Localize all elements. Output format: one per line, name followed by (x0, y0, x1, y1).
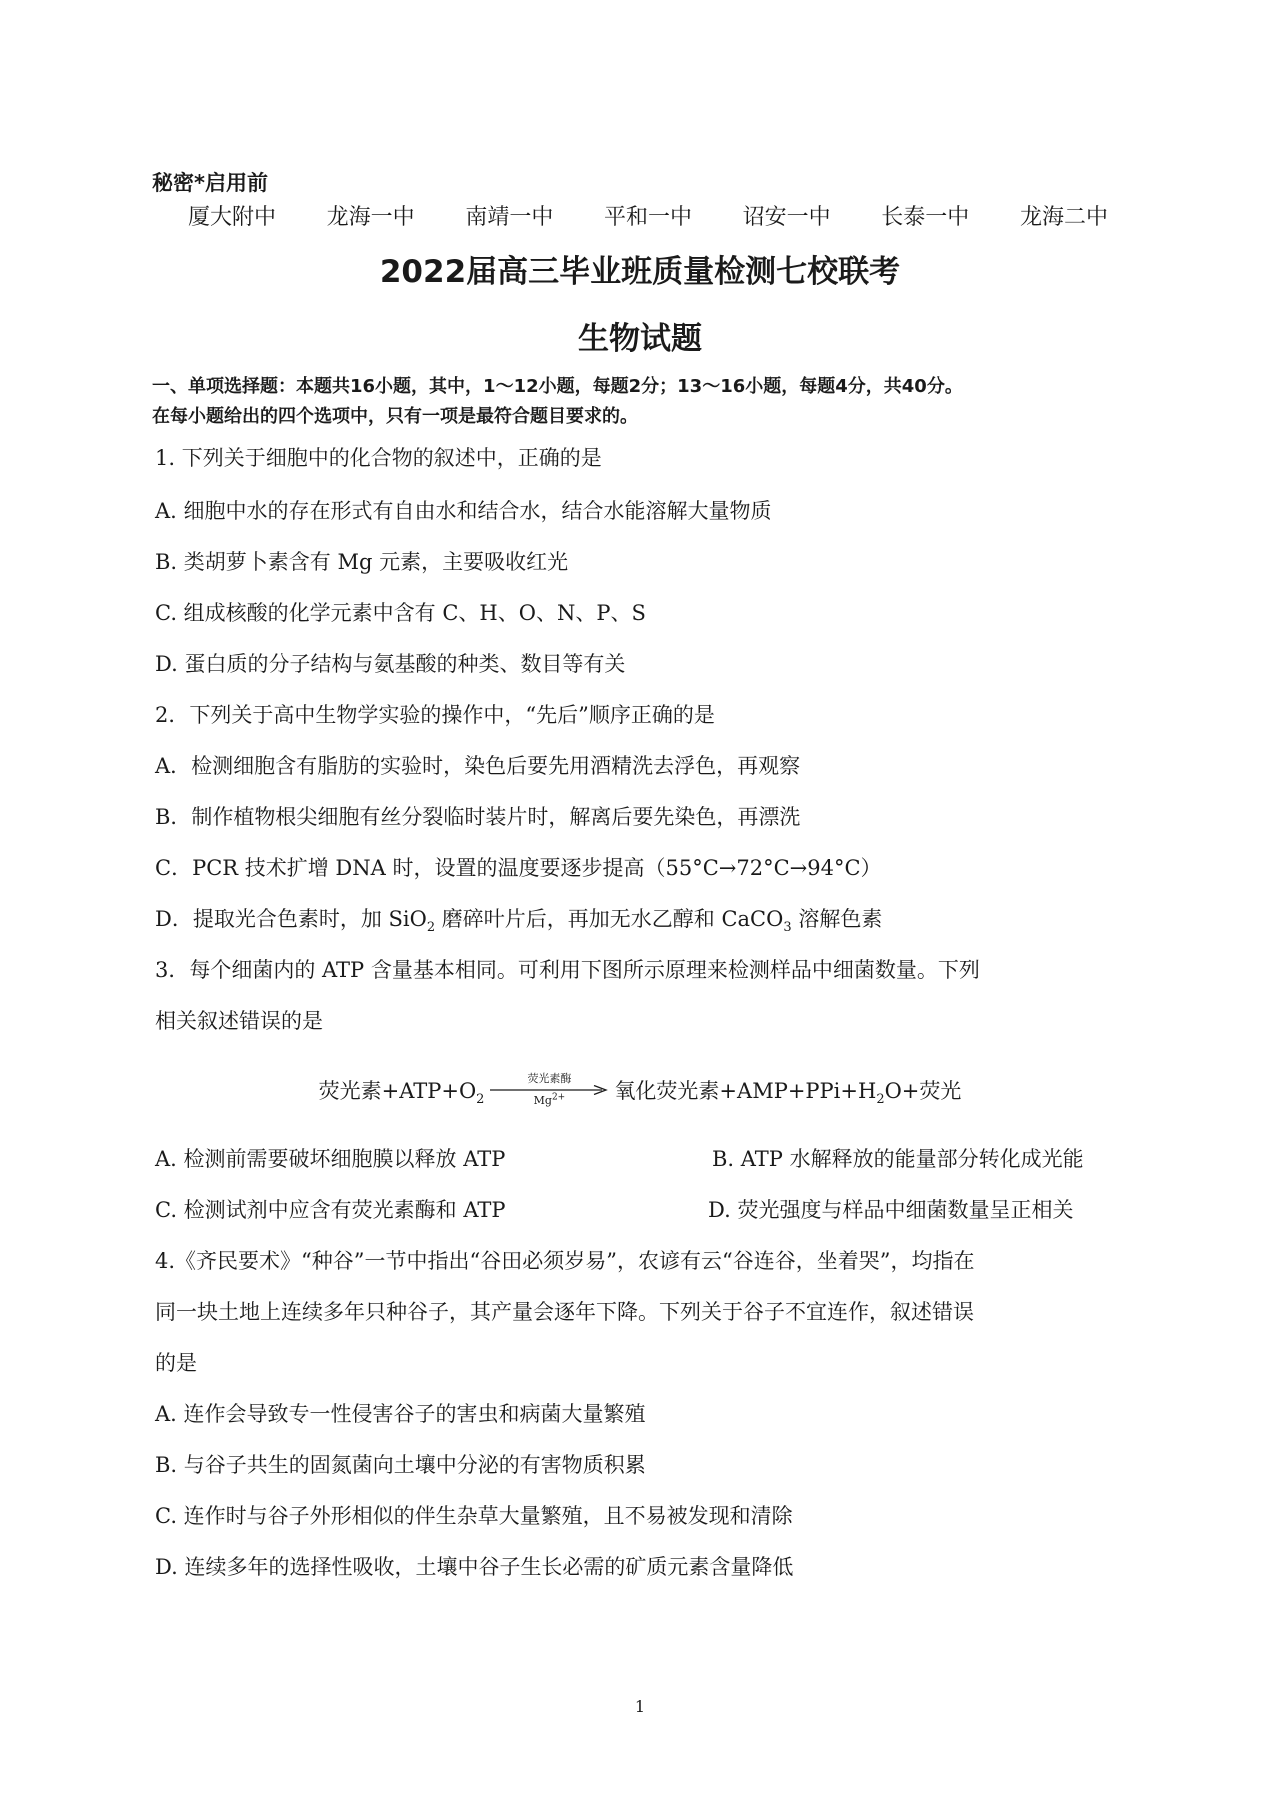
subscript: 2 (426, 920, 436, 936)
equation-reactants (318, 1075, 485, 1108)
school-name: 龙海一中 (326, 205, 415, 230)
subscript: 2 (876, 1092, 885, 1108)
question-1-option-c: C. 组成核酸的化学元素中含有 C、H、O、N、P、S (155, 601, 646, 625)
school-name: 长泰一中 (881, 205, 970, 230)
question-1-option-b: B. 类胡萝卜素含有 Mg 元素，主要吸收红光 (155, 550, 569, 574)
question-1-option-d: D. 蛋白质的分子结构与氨基酸的种类、数目等有关 (155, 652, 626, 676)
question-3-option-c: C. 检测试剂中应含有荧光素酶和 ATP (155, 1198, 506, 1222)
exam-subtitle: 生物试题 (578, 321, 702, 357)
exam-title: 2022届高三毕业班质量检测七校联考 (379, 254, 901, 290)
arrow-cofactor-label (533, 1092, 566, 1107)
school-list (188, 200, 1108, 231)
school-name: 南靖一中 (465, 205, 554, 230)
question-1-option-a: A. 细胞中水的存在形式有自由水和结合水，结合水能溶解大量物质 (155, 499, 772, 523)
question-4-option-b: B. 与谷子共生的固氮菌向土壤中分泌的有害物质积累 (155, 1453, 646, 1477)
option-text: 磨碎叶片后，再加无水乙醇和 CaCO (435, 907, 784, 931)
section-instruction-line: 一、单项选择题：本题共16小题，其中，1～12小题，每题2分；13～16小题，每题4分，共40分。 (152, 376, 963, 397)
question-4-stem: 4.《齐民要术》“种谷”一节中指出“谷田必须岁易”，农谚有云“谷连谷，坐着哭”，均指在 (155, 1249, 975, 1273)
question-3-stem: 3．每个细菌内的 ATP 含量基本相同。可利用下图所示原理来检测样品中细菌数量。下列 (155, 958, 980, 982)
equation-text: O+荧光 (884, 1079, 962, 1103)
question-3-option-b: B. ATP 水解释放的能量部分转化成光能 (712, 1147, 1084, 1171)
reaction-arrow (490, 1073, 608, 1107)
equation-products (614, 1075, 962, 1108)
question-3-stem-cont: 相关叙述错误的是 (155, 1009, 323, 1033)
section-instructions (152, 372, 1162, 432)
equation-text: 氧化荧光素+AMP+PPi+H (614, 1079, 877, 1103)
cofactor-text: Mg (533, 1094, 552, 1107)
page-number: 1 (634, 1697, 646, 1716)
question-4-stem-cont: 同一块土地上连续多年只种谷子，其产量会逐年下降。下列关于谷子不宜连作，叙述错误 (155, 1300, 974, 1324)
question-2-option-a: A．检测细胞含有脂肪的实验时，染色后要先用酒精洗去浮色，再观察 (155, 754, 801, 778)
question-4-stem-cont: 的是 (155, 1351, 197, 1375)
option-text: 溶解色素 (791, 907, 883, 931)
option-text: D．提取光合色素时，加 SiO (155, 907, 427, 931)
question-2-stem: 2．下列关于高中生物学实验的操作中，“先后”顺序正确的是 (155, 703, 715, 727)
question-4-option-c: C. 连作时与谷子外形相似的伴生杂草大量繁殖，且不易被发现和清除 (155, 1504, 793, 1528)
subscript: 3 (783, 920, 792, 936)
section-instruction-line: 在每小题给出的四个选项中，只有一项是最符合题目要求的。 (152, 406, 638, 427)
question-3-option-a: A. 检测前需要破坏细胞膜以释放 ATP (155, 1147, 506, 1171)
subscript: 2 (476, 1092, 485, 1108)
question-1-stem: 1. 下列关于细胞中的化合物的叙述中，正确的是 (155, 446, 602, 470)
school-name: 平和一中 (603, 205, 692, 230)
question-2-option-c: C．PCR 技术扩增 DNA 时，设置的温度要逐步提高（55°C→72°C→94°C） (155, 856, 882, 880)
question-4-option-d: D. 连续多年的选择性吸收，土壤中谷子生长必需的矿质元素含量降低 (155, 1555, 794, 1579)
question-3-option-d: D. 荧光强度与样品中细菌数量呈正相关 (708, 1198, 1074, 1222)
question-4-option-a: A. 连作会导致专一性侵害谷子的害虫和病菌大量繁殖 (155, 1402, 646, 1426)
question-2-option-d (155, 903, 883, 936)
superscript: 2+ (551, 1092, 566, 1103)
confidential-label: 秘密*启用前 (152, 171, 268, 195)
question-2-option-b: B．制作植物根尖细胞有丝分裂临时装片时，解离后要先染色，再漂洗 (155, 805, 801, 829)
equation-text: 荧光素+ATP+O (318, 1079, 477, 1103)
school-name: 诏安一中 (742, 205, 831, 230)
school-name: 龙海二中 (1019, 205, 1108, 230)
school-name: 厦大附中 (188, 205, 277, 230)
arrow-catalyst-label: 荧光素酶 (527, 1072, 572, 1085)
reaction-equation (0, 1073, 1280, 1107)
